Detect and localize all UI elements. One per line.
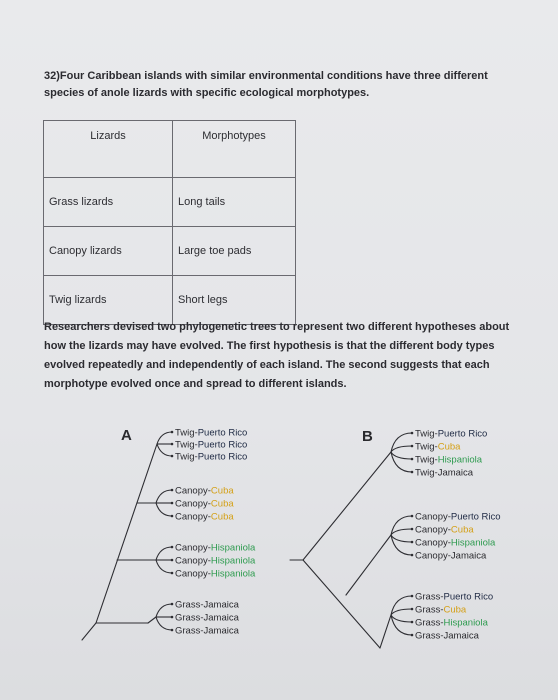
tree-branch <box>156 547 172 560</box>
leaf-island: Jamaica <box>450 550 487 562</box>
leaf-morphotype: Canopy- <box>415 524 451 536</box>
morphotype-cell: Long tails <box>173 178 296 227</box>
branch-tip <box>411 595 414 598</box>
tree-a-root-connector <box>148 617 156 623</box>
tree-branch <box>156 503 172 516</box>
leaf-morphotype: Canopy- <box>175 568 211 580</box>
lizard-cell: Twig lizards <box>44 276 173 325</box>
tree-b-twig-stem <box>303 452 391 560</box>
header-lizards: Lizards <box>44 121 173 178</box>
tree-branch <box>157 444 172 456</box>
leaf-label <box>415 618 489 629</box>
tree-b-lower-stem <box>303 560 380 648</box>
leaf-label <box>175 499 234 510</box>
paragraph-line-2: how the lizards may have evolved. The first hypothesis is that the different body types <box>44 340 495 352</box>
leaf-morphotype: Canopy- <box>175 498 211 510</box>
leaf-morphotype: Grass- <box>175 612 204 624</box>
leaf-morphotype: Canopy- <box>175 542 211 554</box>
leaf-morphotype: Canopy- <box>175 511 211 523</box>
tree-branch <box>391 615 412 622</box>
leaf-label <box>415 538 496 549</box>
leaf-island: Cuba <box>443 604 467 616</box>
branch-tip <box>411 528 414 531</box>
leaf-island: Hispaniola <box>450 537 496 549</box>
branch-tip <box>171 616 174 619</box>
tree-branch <box>391 535 412 542</box>
branch-tip <box>171 431 174 434</box>
tree-a-label: A <box>121 427 132 444</box>
leaf-morphotype: Canopy- <box>415 537 451 549</box>
leaf-label <box>415 455 483 466</box>
leaf-label <box>175 486 234 497</box>
branch-tip <box>411 471 414 474</box>
leaf-morphotype: Twig- <box>415 467 438 479</box>
leaf-label <box>415 525 474 536</box>
leaf-morphotype: Twig- <box>415 454 438 466</box>
branch-tip <box>171 559 174 562</box>
leaf-label <box>175 569 256 580</box>
leaf-island: Jamaica <box>203 612 239 624</box>
morphotype-cell: Short legs <box>173 276 296 325</box>
branch-tip <box>171 572 174 575</box>
leaf-label <box>175 626 240 637</box>
branch-tip <box>411 458 414 461</box>
leaf-morphotype: Twig- <box>415 428 438 440</box>
leaf-label <box>175 428 247 439</box>
tree-branch <box>391 529 412 535</box>
leaf-morphotype: Twig- <box>175 427 198 439</box>
leaf-island: Puerto Rico <box>197 427 248 439</box>
leaf-island: Hispaniola <box>210 568 256 580</box>
leaf-label <box>175 543 256 554</box>
tree-branch <box>391 609 412 615</box>
leaf-morphotype: Grass- <box>175 625 204 637</box>
leaf-morphotype: Grass- <box>415 591 444 603</box>
branch-tip <box>171 603 174 606</box>
leaf-label <box>415 551 487 562</box>
leaf-island: Cuba <box>210 511 234 523</box>
leaf-morphotype: Twig- <box>415 441 438 453</box>
branch-tip <box>171 502 174 505</box>
tree-b-canopy-stem <box>346 535 391 595</box>
branch-tip <box>171 515 174 518</box>
leaf-label <box>415 442 461 453</box>
leaf-island: Hispaniola <box>210 555 256 567</box>
leaf-island: Jamaica <box>437 467 474 479</box>
leaf-morphotype: Grass- <box>415 630 444 642</box>
leaf-label <box>415 429 487 440</box>
header-morphotypes: Morphotypes <box>173 121 296 178</box>
paragraph-line-3: evolved repeatedly and independently of each island. The second suggests that each <box>44 359 490 371</box>
leaf-island: Cuba <box>450 524 474 536</box>
tree-branch <box>156 560 172 573</box>
leaf-island: Puerto Rico <box>197 451 248 463</box>
leaf-island: Puerto Rico <box>443 591 494 603</box>
tree-branch <box>391 452 412 459</box>
leaf-island: Jamaica <box>203 599 239 611</box>
branch-tip <box>411 541 414 544</box>
leaf-label <box>415 512 501 523</box>
leaf-island: Cuba <box>437 441 461 453</box>
branch-tip <box>171 629 174 632</box>
leaf-label <box>415 605 467 616</box>
branch-tip <box>411 634 414 637</box>
tree-branch <box>157 432 172 444</box>
lizard-cell: Grass lizards <box>44 178 173 227</box>
leaf-island: Hispaniola <box>210 542 256 554</box>
leaf-label <box>175 452 247 463</box>
paragraph-line-4: morphotype evolved once and spread to different islands. <box>44 378 347 390</box>
leaf-label <box>415 631 480 642</box>
branch-tip <box>411 515 414 518</box>
leaf-label <box>175 600 240 611</box>
lizard-cell: Canopy lizards <box>44 227 173 276</box>
leaf-island: Jamaica <box>443 630 479 642</box>
branch-tip <box>171 455 174 458</box>
leaf-island: Puerto Rico <box>197 439 248 451</box>
tree-b-label: B <box>362 428 373 445</box>
leaf-morphotype: Twig- <box>175 439 198 451</box>
leaf-morphotype: Canopy- <box>415 550 451 562</box>
leaf-morphotype: Grass- <box>175 599 204 611</box>
leaf-label <box>175 440 247 451</box>
leaf-label <box>175 512 234 523</box>
leaf-morphotype: Grass- <box>415 617 444 629</box>
morphotype-cell: Large toe pads <box>173 227 296 276</box>
leaf-island: Cuba <box>210 498 234 510</box>
branch-tip <box>171 489 174 492</box>
leaf-morphotype: Canopy- <box>175 485 211 497</box>
question-line-1: 32)Four Caribbean islands with similar environmental conditions have three different <box>44 70 488 82</box>
leaf-island: Hispaniola <box>437 454 483 466</box>
leaf-label <box>415 468 474 479</box>
leaf-island: Jamaica <box>203 625 239 637</box>
leaf-island: Cuba <box>210 485 234 497</box>
paragraph-line-1: Researchers devised two phylogenetic trees to represent two different hypotheses about <box>44 321 510 333</box>
tree-branch <box>156 617 172 630</box>
leaf-island: Puerto Rico <box>437 428 488 440</box>
leaf-morphotype: Grass- <box>415 604 444 616</box>
branch-tip <box>171 546 174 549</box>
tree-branch <box>156 604 172 617</box>
leaf-label <box>415 592 493 603</box>
branch-tip <box>171 443 174 446</box>
tree-branch <box>391 446 412 452</box>
leaf-label <box>175 556 256 567</box>
tree-a-root <box>82 623 96 640</box>
branch-tip <box>411 608 414 611</box>
branch-tip <box>411 445 414 448</box>
leaf-label <box>175 613 240 624</box>
leaf-morphotype: Canopy- <box>175 555 211 567</box>
leaf-island: Puerto Rico <box>450 511 501 523</box>
tree-b-grass-stem <box>380 615 391 648</box>
tree-branch <box>156 490 172 503</box>
branch-tip <box>411 554 414 557</box>
leaf-morphotype: Canopy- <box>415 511 451 523</box>
question-line-2: species of anole lizards with specific ecological morphotypes. <box>44 87 370 99</box>
leaf-morphotype: Twig- <box>175 451 198 463</box>
leaf-island: Hispaniola <box>443 617 488 629</box>
branch-tip <box>411 621 414 624</box>
branch-tip <box>411 432 414 435</box>
tree-a-backbone <box>96 444 157 623</box>
